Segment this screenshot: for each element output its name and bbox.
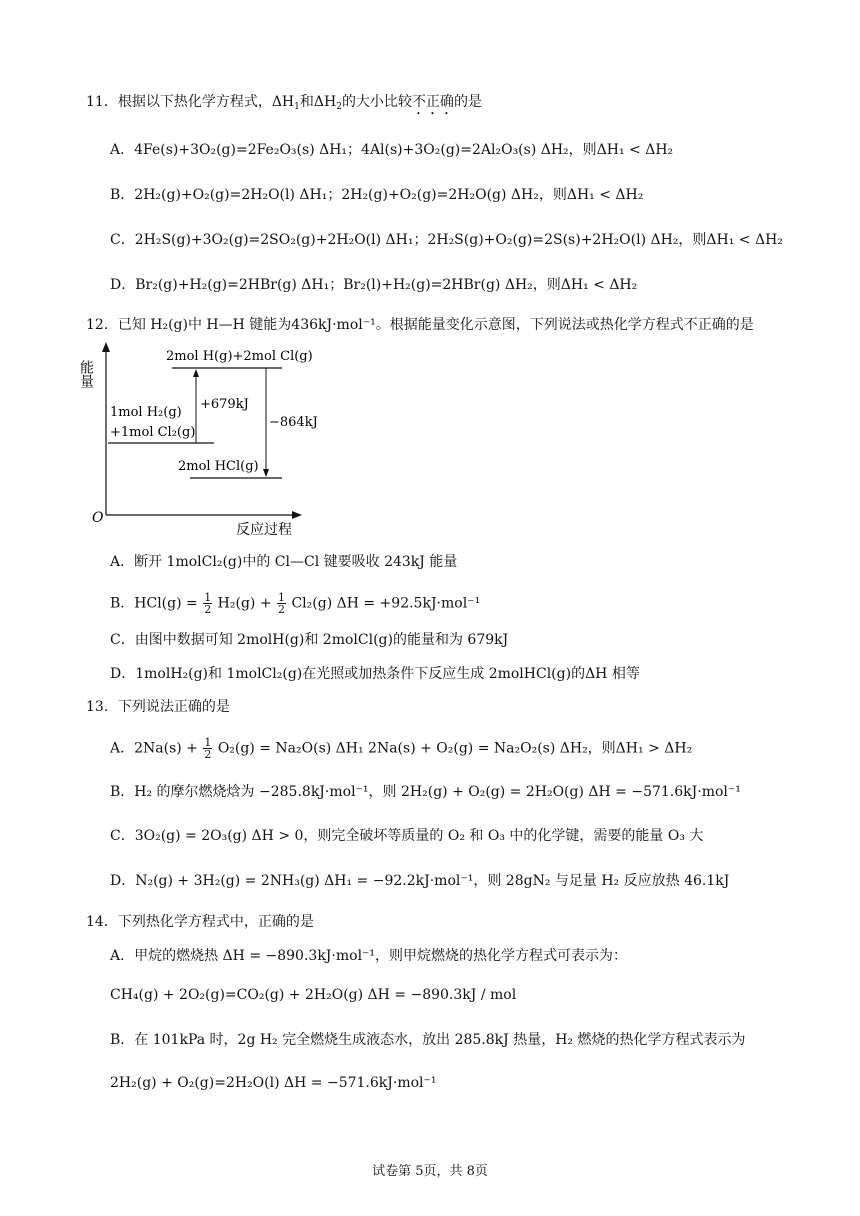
q13-option-b: B．H₂ 的摩尔燃烧焓为 −285.8kJ·mol⁻¹，则 2H₂(g) + O₂(g) = 2H₂O(g) ΔH = −571.6kJ·mol⁻¹ xyxy=(110,784,741,800)
q13-option-c: C．3O₂(g) = 2O₃(g) ΔH > 0，则完全破坏等质量的 O₂ 和 O₃ 中的化学键，需要的能量 O₃ 大 xyxy=(110,828,704,844)
left-level-label-2: +1mol Cl₂(g) xyxy=(110,425,196,440)
q11-option-c: C．2H₂S(g)+3O₂(g)=2SO₂(g)+2H₂O(l) ΔH₁；2H₂S(g)+O₂(g)=2S(s)+2H₂O(l) ΔH₂，则ΔH₁ < ΔH₂ xyxy=(110,232,783,248)
fraction-half-3: $\frac{1}{2}$ xyxy=(204,736,212,761)
y-axis-label: 能量 xyxy=(78,360,94,388)
top-level-label: 2mol H(g)+2mol Cl(g) xyxy=(166,349,313,364)
q12-option-d: D．1molH₂(g)和 1molCl₂(g)在光照或加热条件下反应生成 2molHCl(g)的ΔH 相等 xyxy=(110,666,640,682)
down-arrow-label: −864kJ xyxy=(269,415,318,430)
q14-option-b-equation: 2H₂(g) + O₂(g)=2H₂O(l) ΔH = −571.6kJ·mol⁻¹ xyxy=(110,1075,437,1091)
q12-stem: 12．已知 H₂(g)中 H—H 键能为436kJ·mol⁻¹。根据能量变化示意图，下列说法或热化学方程式不正确的是 xyxy=(86,317,754,333)
q11-option-a: A．4Fe(s)+3O₂(g)=2Fe₂O₃(s) ΔH₁；4Al(s)+3O₂(g)=2Al₂O₃(s) ΔH₂，则ΔH₁ < ΔH₂ xyxy=(110,142,674,158)
q14-stem: 14．下列热化学方程式中，正确的是 xyxy=(86,914,314,930)
fraction-half-2: $\frac{1}{2}$ xyxy=(278,591,286,616)
q13-option-a: A．2Na(s) + $\frac{1}{2}$ O₂(g) = Na₂O(s) ΔH₁ 2Na(s) + O₂(g) = Na₂O₂(s) ΔH₂，则ΔH₁ > ΔH₂ xyxy=(110,736,693,761)
left-level-label-1: 1mol H₂(g) xyxy=(110,405,182,420)
q11-stem: 11．根据以下热化学方程式，$\Delta H_1$和$\Delta H_2$的大小比较不正确的是 xyxy=(86,94,482,112)
q12-option-b: B．HCl(g) = $\frac{1}{2}$ H₂(g) + $\frac{1}{2}$ Cl₂(g) ΔH = +92.5kJ·mol⁻¹ xyxy=(110,591,481,616)
q13-stem: 13．下列说法正确的是 xyxy=(86,699,230,715)
q12-option-a: A．断开 1molCl₂(g)中的 Cl—Cl 键要吸收 243kJ 能量 xyxy=(110,554,458,570)
q11-option-d: D．Br₂(g)+H₂(g)=2HBr(g) ΔH₁；Br₂(l)+H₂(g)=2HBr(g) ΔH₂，则ΔH₁ < ΔH₂ xyxy=(110,277,638,293)
up-arrow-label: +679kJ xyxy=(200,397,249,412)
q14-option-b: B．在 101kPa 时，2g H₂ 完全燃烧生成液态水，放出 285.8kJ 热量，H₂ 燃烧的热化学方程式表示为 xyxy=(110,1032,746,1048)
q14-option-a-equation: CH₄(g) + 2O₂(g)=CO₂(g) + 2H₂O(g) ΔH = −890.3kJ / mol xyxy=(110,987,517,1003)
origin-label: O xyxy=(92,510,104,526)
energy-diagram xyxy=(78,340,326,538)
bottom-level-label: 2mol HCl(g) xyxy=(178,459,259,474)
q11-emphasis: 不正确 xyxy=(411,94,454,110)
q14-option-a: A．甲烷的燃烧热 ΔH = −890.3kJ·mol⁻¹，则甲烷燃烧的热化学方程式可表示为： xyxy=(110,948,628,964)
q12-option-c: C．由图中数据可知 2molH(g)和 2molCl(g)的能量和为 679kJ xyxy=(110,632,509,648)
x-axis-label: 反应过程 xyxy=(236,522,292,538)
fraction-half-1: $\frac{1}{2}$ xyxy=(204,591,212,616)
page-footer: 试卷第 5页，共 8页 xyxy=(372,1164,488,1179)
q11-option-b: B．2H₂(g)+O₂(g)=2H₂O(l) ΔH₁；2H₂(g)+O₂(g)=2H₂O(g) ΔH₂，则ΔH₁ < ΔH₂ xyxy=(110,187,644,203)
q13-option-d: D．N₂(g) + 3H₂(g) = 2NH₃(g) ΔH₁ = −92.2kJ·mol⁻¹，则 28gN₂ 与足量 H₂ 反应放热 46.1kJ xyxy=(110,873,730,889)
